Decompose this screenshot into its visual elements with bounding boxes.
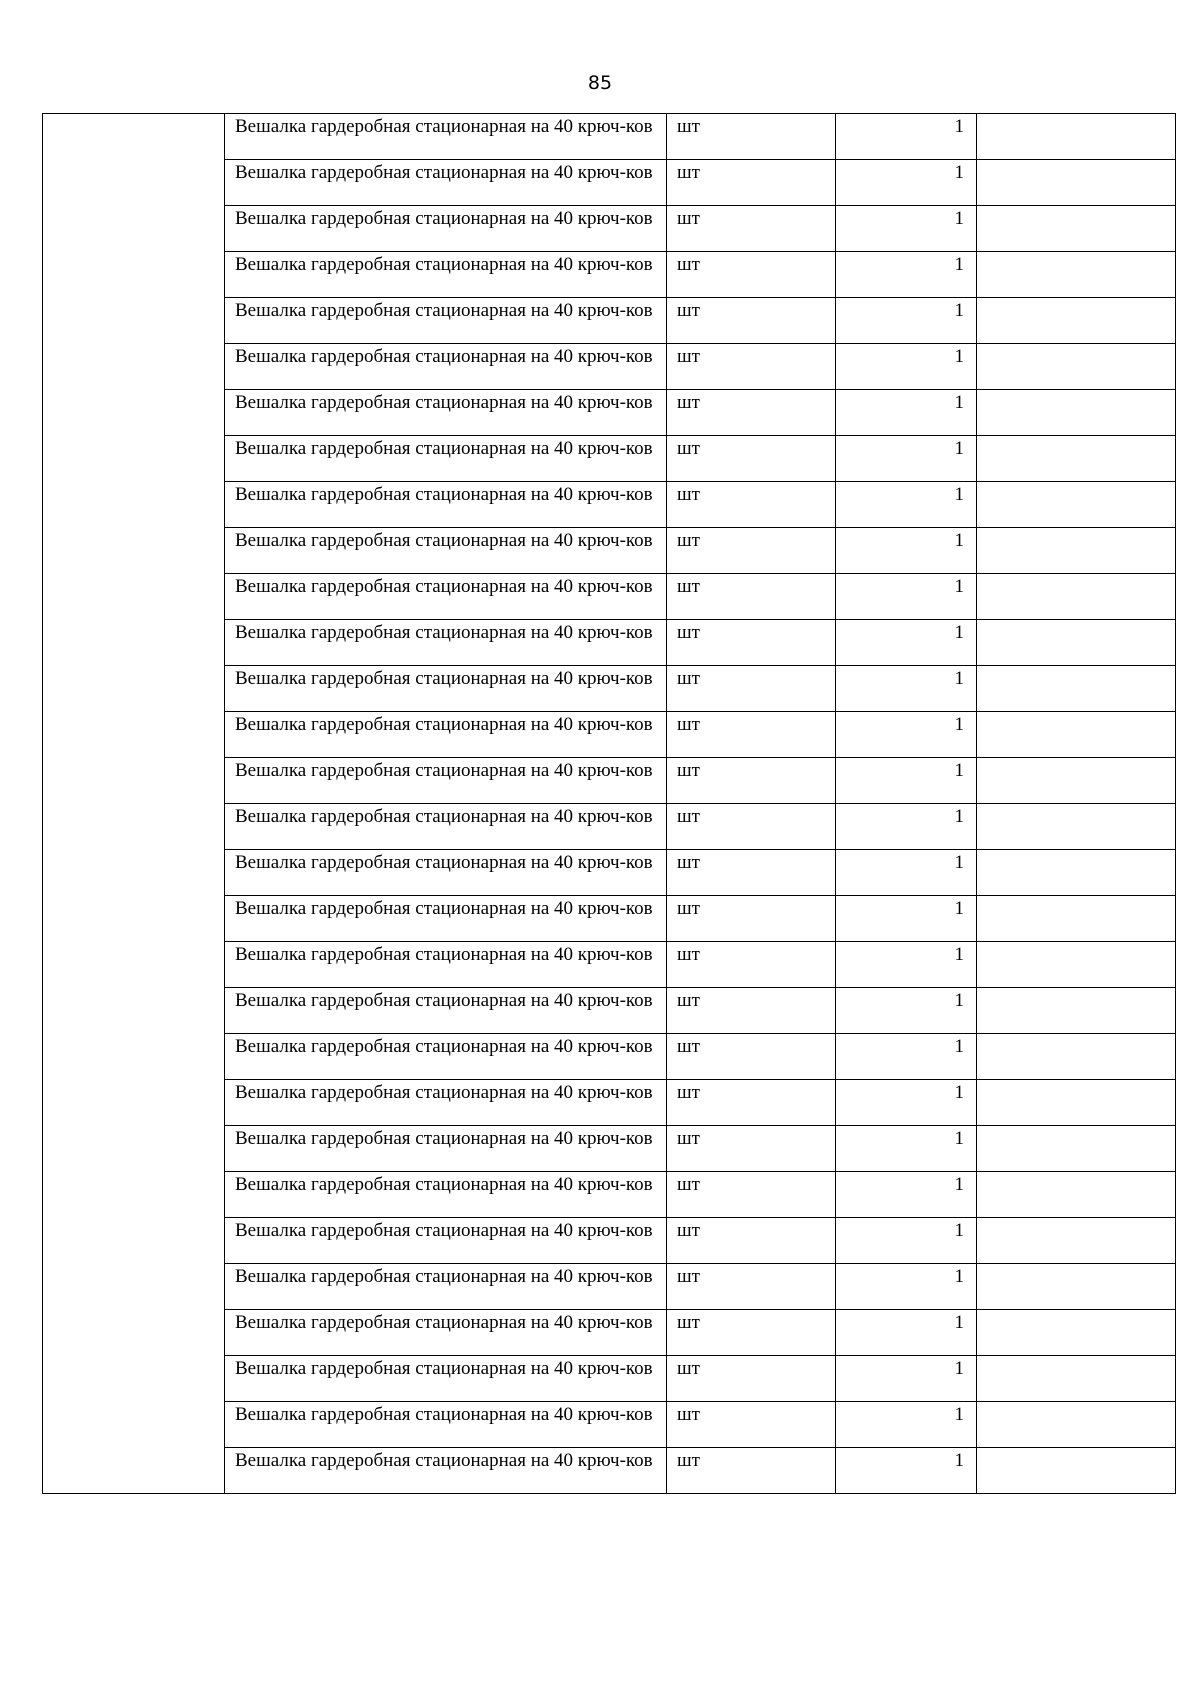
unit-cell: шт [667,528,836,574]
item-name-cell: Вешалка гардеробная стационарная на 40 крюч-ков [225,344,667,390]
item-name-cell: Вешалка гардеробная стационарная на 40 крюч-ков [225,1080,667,1126]
equipment-table [42,113,1176,1494]
item-name-cell: Вешалка гардеробная стационарная на 40 крюч-ков [225,896,667,942]
quantity-cell: 1 [836,1218,977,1264]
note-cell [977,1264,1176,1310]
item-name-cell: Вешалка гардеробная стационарная на 40 крюч-ков [225,114,667,160]
item-name-cell: Вешалка гардеробная стационарная на 40 крюч-ков [225,712,667,758]
quantity-cell: 1 [836,1080,977,1126]
item-name-cell: Вешалка гардеробная стационарная на 40 крюч-ков [225,482,667,528]
quantity-cell: 1 [836,390,977,436]
quantity-cell: 1 [836,436,977,482]
quantity-cell: 1 [836,1172,977,1218]
item-name-cell: Вешалка гардеробная стационарная на 40 крюч-ков [225,1126,667,1172]
item-name-cell: Вешалка гардеробная стационарная на 40 крюч-ков [225,206,667,252]
quantity-cell: 1 [836,528,977,574]
note-cell [977,252,1176,298]
unit-cell: шт [667,620,836,666]
note-cell [977,298,1176,344]
quantity-cell: 1 [836,160,977,206]
item-name-cell: Вешалка гардеробная стационарная на 40 крюч-ков [225,804,667,850]
unit-cell: шт [667,712,836,758]
note-cell [977,482,1176,528]
item-name-cell: Вешалка гардеробная стационарная на 40 крюч-ков [225,298,667,344]
unit-cell: шт [667,1080,836,1126]
unit-cell: шт [667,298,836,344]
note-cell [977,114,1176,160]
unit-cell: шт [667,344,836,390]
unit-cell: шт [667,896,836,942]
unit-cell: шт [667,436,836,482]
unit-cell: шт [667,988,836,1034]
unit-cell: шт [667,758,836,804]
quantity-cell: 1 [836,850,977,896]
unit-cell: шт [667,114,836,160]
note-cell [977,344,1176,390]
quantity-cell: 1 [836,482,977,528]
item-name-cell: Вешалка гардеробная стационарная на 40 крюч-ков [225,436,667,482]
unit-cell: шт [667,1126,836,1172]
item-name-cell: Вешалка гардеробная стационарная на 40 крюч-ков [225,1448,667,1494]
item-name-cell: Вешалка гардеробная стационарная на 40 крюч-ков [225,1218,667,1264]
item-name-cell: Вешалка гардеробная стационарная на 40 крюч-ков [225,942,667,988]
quantity-cell: 1 [836,712,977,758]
item-name-cell: Вешалка гардеробная стационарная на 40 крюч-ков [225,252,667,298]
quantity-cell: 1 [836,988,977,1034]
unit-cell: шт [667,942,836,988]
note-cell [977,896,1176,942]
unit-cell: шт [667,574,836,620]
quantity-cell: 1 [836,666,977,712]
note-cell [977,712,1176,758]
item-name-cell: Вешалка гардеробная стационарная на 40 крюч-ков [225,1034,667,1080]
unit-cell: шт [667,252,836,298]
group-cell [43,114,225,1494]
quantity-cell: 1 [836,574,977,620]
quantity-cell: 1 [836,206,977,252]
unit-cell: шт [667,390,836,436]
quantity-cell: 1 [836,942,977,988]
quantity-cell: 1 [836,1034,977,1080]
note-cell [977,1126,1176,1172]
note-cell [977,1448,1176,1494]
unit-cell: шт [667,482,836,528]
note-cell [977,574,1176,620]
item-name-cell: Вешалка гардеробная стационарная на 40 крюч-ков [225,850,667,896]
unit-cell: шт [667,850,836,896]
note-cell [977,206,1176,252]
note-cell [977,528,1176,574]
unit-cell: шт [667,1448,836,1494]
item-name-cell: Вешалка гардеробная стационарная на 40 крюч-ков [225,620,667,666]
note-cell [977,1034,1176,1080]
note-cell [977,1218,1176,1264]
table-body [43,114,1176,1494]
item-name-cell: Вешалка гардеробная стационарная на 40 крюч-ков [225,988,667,1034]
unit-cell: шт [667,1356,836,1402]
quantity-cell: 1 [836,114,977,160]
item-name-cell: Вешалка гардеробная стационарная на 40 крюч-ков [225,528,667,574]
page-number: 85 [587,72,613,94]
item-name-cell: Вешалка гардеробная стационарная на 40 крюч-ков [225,390,667,436]
quantity-cell: 1 [836,620,977,666]
unit-cell: шт [667,1218,836,1264]
quantity-cell: 1 [836,344,977,390]
quantity-cell: 1 [836,1448,977,1494]
note-cell [977,1402,1176,1448]
note-cell [977,1172,1176,1218]
note-cell [977,390,1176,436]
note-cell [977,1080,1176,1126]
table-row [43,114,1176,160]
unit-cell: шт [667,1310,836,1356]
item-name-cell: Вешалка гардеробная стационарная на 40 крюч-ков [225,160,667,206]
note-cell [977,1356,1176,1402]
quantity-cell: 1 [836,298,977,344]
note-cell [977,988,1176,1034]
note-cell [977,666,1176,712]
unit-cell: шт [667,666,836,712]
unit-cell: шт [667,1264,836,1310]
unit-cell: шт [667,206,836,252]
note-cell [977,160,1176,206]
item-name-cell: Вешалка гардеробная стационарная на 40 крюч-ков [225,1402,667,1448]
note-cell [977,620,1176,666]
note-cell [977,1310,1176,1356]
note-cell [977,758,1176,804]
quantity-cell: 1 [836,1402,977,1448]
item-name-cell: Вешалка гардеробная стационарная на 40 крюч-ков [225,1310,667,1356]
quantity-cell: 1 [836,1126,977,1172]
item-name-cell: Вешалка гардеробная стационарная на 40 крюч-ков [225,758,667,804]
quantity-cell: 1 [836,896,977,942]
quantity-cell: 1 [836,804,977,850]
quantity-cell: 1 [836,1356,977,1402]
note-cell [977,850,1176,896]
quantity-cell: 1 [836,1264,977,1310]
unit-cell: шт [667,1402,836,1448]
item-name-cell: Вешалка гардеробная стационарная на 40 крюч-ков [225,1356,667,1402]
note-cell [977,942,1176,988]
item-name-cell: Вешалка гардеробная стационарная на 40 крюч-ков [225,1264,667,1310]
item-name-cell: Вешалка гардеробная стационарная на 40 крюч-ков [225,574,667,620]
quantity-cell: 1 [836,1310,977,1356]
unit-cell: шт [667,1172,836,1218]
unit-cell: шт [667,160,836,206]
quantity-cell: 1 [836,758,977,804]
item-name-cell: Вешалка гардеробная стационарная на 40 крюч-ков [225,666,667,712]
note-cell [977,436,1176,482]
unit-cell: шт [667,804,836,850]
quantity-cell: 1 [836,252,977,298]
unit-cell: шт [667,1034,836,1080]
note-cell [977,804,1176,850]
item-name-cell: Вешалка гардеробная стационарная на 40 крюч-ков [225,1172,667,1218]
